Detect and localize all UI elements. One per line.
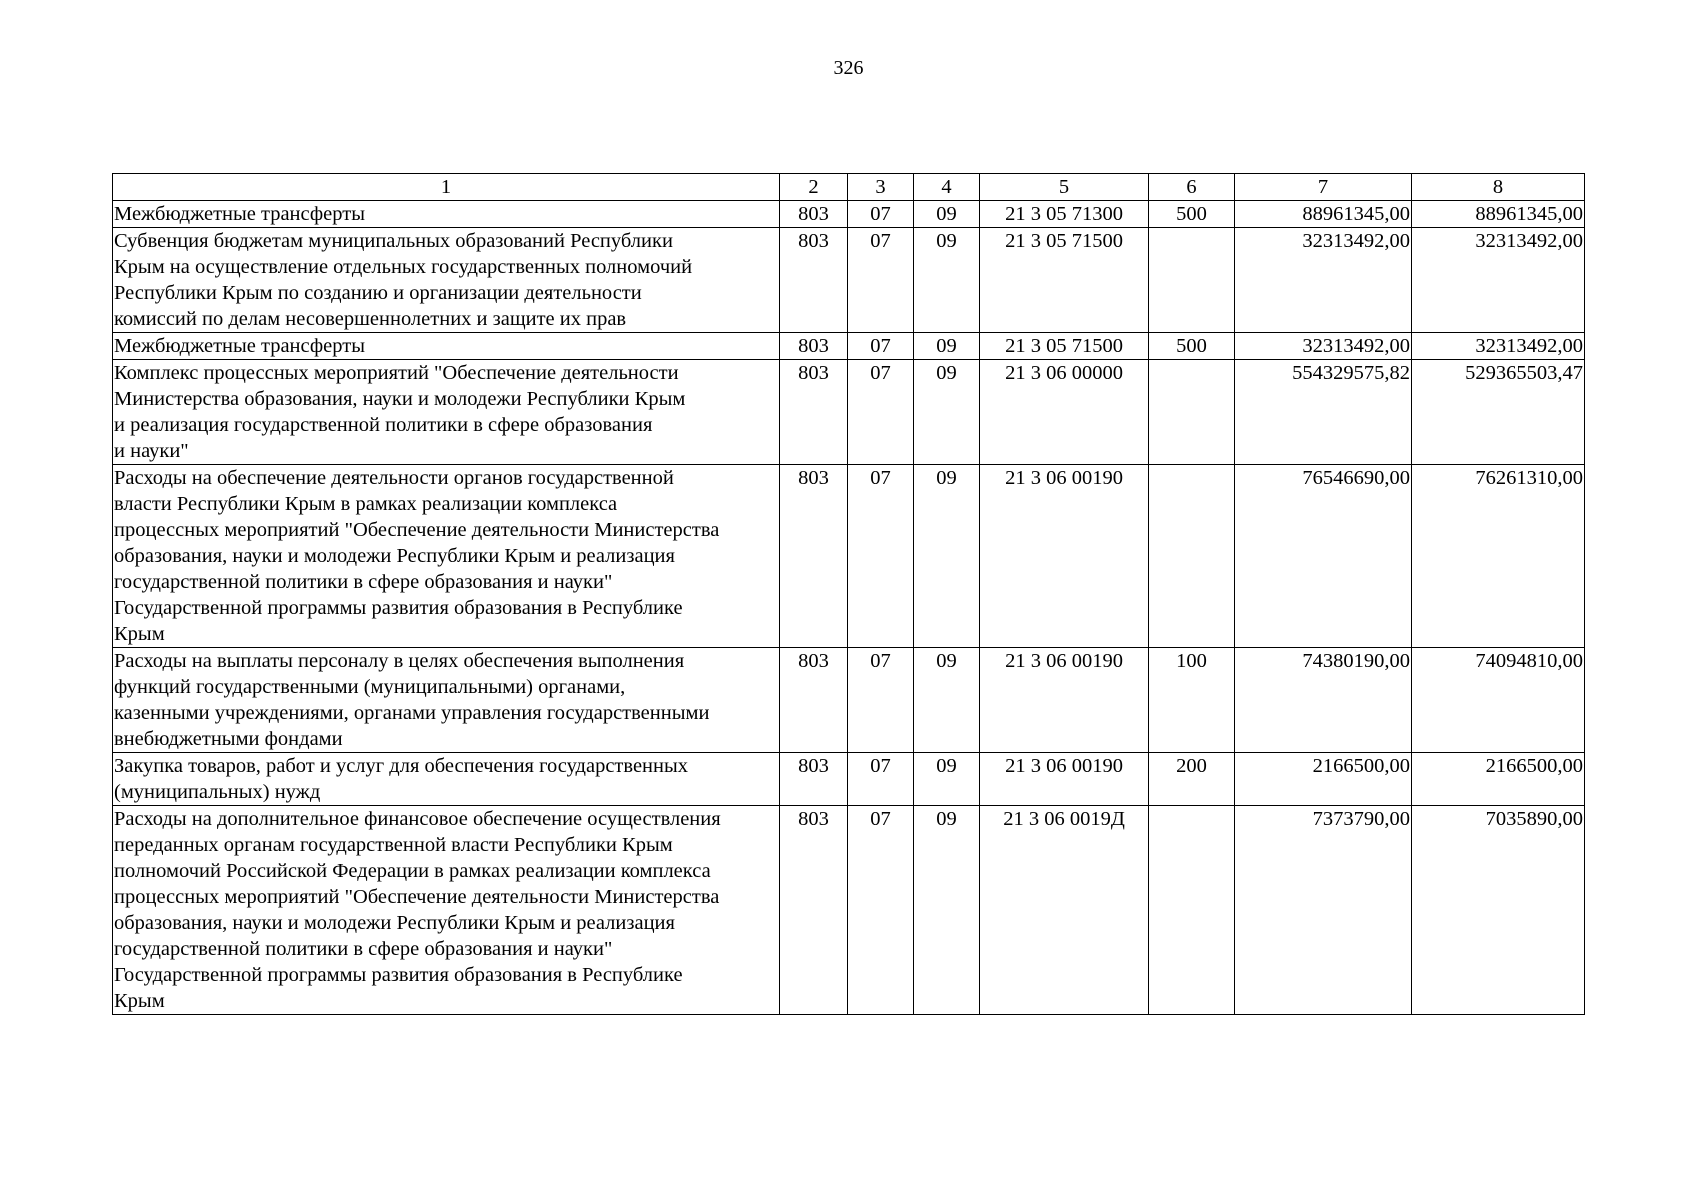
ministry-code: 803	[780, 201, 848, 228]
expense-name: Субвенция бюджетам муниципальных образований Республики Крым на осуществление отдельных государственных полномочий Республики Крым по созданию и организации деятельности комиссий по делам несовершеннолетних и защите их прав	[113, 228, 780, 333]
expense-name: Расходы на дополнительное финансовое обеспечение осуществления переданных органам государственной власти Республики Крым полномочий Российской Федерации в рамках реализации комплекса процессных мероприятий "Обеспечение деятельности Министерства образования, науки и молодежи Республики Крым и реализация государственной политики в сфере образования и науки" Государственной программы развития образования в Республике Крым	[113, 806, 780, 1015]
amount-col7: 2166500,00	[1235, 753, 1412, 806]
subsection-code: 09	[914, 333, 980, 360]
expense-type-code	[1149, 806, 1235, 1015]
expense-type-code	[1149, 228, 1235, 333]
amount-col7: 554329575,82	[1235, 360, 1412, 465]
subsection-code: 09	[914, 806, 980, 1015]
section-code: 07	[848, 201, 914, 228]
table-row	[113, 753, 1585, 806]
amount-col7: 76546690,00	[1235, 465, 1412, 648]
header-cell: 6	[1149, 174, 1235, 201]
target-article-code: 21 3 05 71300	[980, 201, 1149, 228]
header-row	[113, 174, 1585, 201]
amount-col8: 88961345,00	[1412, 201, 1585, 228]
expense-name: Межбюджетные трансферты	[113, 201, 780, 228]
target-article-code: 21 3 06 0019Д	[980, 806, 1149, 1015]
header-cell: 8	[1412, 174, 1585, 201]
table-row	[113, 360, 1585, 465]
target-article-code: 21 3 05 71500	[980, 228, 1149, 333]
target-article-code: 21 3 06 00000	[980, 360, 1149, 465]
target-article-code: 21 3 05 71500	[980, 333, 1149, 360]
target-article-code: 21 3 06 00190	[980, 648, 1149, 753]
expense-name: Комплекс процессных мероприятий "Обеспечение деятельности Министерства образования, науки и молодежи Республики Крым и реализация государственной политики в сфере образования и науки"	[113, 360, 780, 465]
ministry-code: 803	[780, 465, 848, 648]
header-cell: 3	[848, 174, 914, 201]
amount-col7: 88961345,00	[1235, 201, 1412, 228]
section-code: 07	[848, 360, 914, 465]
expense-name: Закупка товаров, работ и услуг для обеспечения государственных (муниципальных) нужд	[113, 753, 780, 806]
table-row	[113, 333, 1585, 360]
target-article-code: 21 3 06 00190	[980, 753, 1149, 806]
amount-col7: 32313492,00	[1235, 228, 1412, 333]
page-number: 326	[833, 57, 864, 79]
table-row	[113, 806, 1585, 1015]
expense-type-code: 100	[1149, 648, 1235, 753]
amount-col8: 7035890,00	[1412, 806, 1585, 1015]
subsection-code: 09	[914, 648, 980, 753]
section-code: 07	[848, 228, 914, 333]
table-row	[113, 465, 1585, 648]
amount-col8: 74094810,00	[1412, 648, 1585, 753]
amount-col7: 7373790,00	[1235, 806, 1412, 1015]
subsection-code: 09	[914, 465, 980, 648]
header-cell: 4	[914, 174, 980, 201]
expense-type-code: 500	[1149, 333, 1235, 360]
subsection-code: 09	[914, 201, 980, 228]
ministry-code: 803	[780, 806, 848, 1015]
header-cell: 1	[113, 174, 780, 201]
header-cell: 5	[980, 174, 1149, 201]
section-code: 07	[848, 465, 914, 648]
subsection-code: 09	[914, 753, 980, 806]
section-code: 07	[848, 806, 914, 1015]
table-row	[113, 201, 1585, 228]
subsection-code: 09	[914, 360, 980, 465]
amount-col8: 2166500,00	[1412, 753, 1585, 806]
expense-type-code: 200	[1149, 753, 1235, 806]
subsection-code: 09	[914, 228, 980, 333]
expense-type-code	[1149, 465, 1235, 648]
expense-type-code: 500	[1149, 201, 1235, 228]
expense-name: Расходы на выплаты персоналу в целях обеспечения выполнения функций государственными (муниципальными) органами, казенными учреждениями, органами управления государственными внебюджетными фондами	[113, 648, 780, 753]
amount-col7: 74380190,00	[1235, 648, 1412, 753]
expense-type-code	[1149, 360, 1235, 465]
expense-name: Межбюджетные трансферты	[113, 333, 780, 360]
ministry-code: 803	[780, 228, 848, 333]
expense-name: Расходы на обеспечение деятельности органов государственной власти Республики Крым в рамках реализации комплекса процессных мероприятий "Обеспечение деятельности Министерства образования, науки и молодежи Республики Крым и реализация государственной политики в сфере образования и науки" Государственной программы развития образования в Республике Крым	[113, 465, 780, 648]
section-code: 07	[848, 753, 914, 806]
amount-col8: 76261310,00	[1412, 465, 1585, 648]
target-article-code: 21 3 06 00190	[980, 465, 1149, 648]
header-cell: 7	[1235, 174, 1412, 201]
table-row	[113, 228, 1585, 333]
budget-table	[112, 173, 1585, 1015]
ministry-code: 803	[780, 753, 848, 806]
table-row	[113, 648, 1585, 753]
section-code: 07	[848, 333, 914, 360]
amount-col8: 32313492,00	[1412, 333, 1585, 360]
section-code: 07	[848, 648, 914, 753]
header-cell: 2	[780, 174, 848, 201]
amount-col8: 529365503,47	[1412, 360, 1585, 465]
ministry-code: 803	[780, 360, 848, 465]
amount-col8: 32313492,00	[1412, 228, 1585, 333]
ministry-code: 803	[780, 648, 848, 753]
amount-col7: 32313492,00	[1235, 333, 1412, 360]
ministry-code: 803	[780, 333, 848, 360]
